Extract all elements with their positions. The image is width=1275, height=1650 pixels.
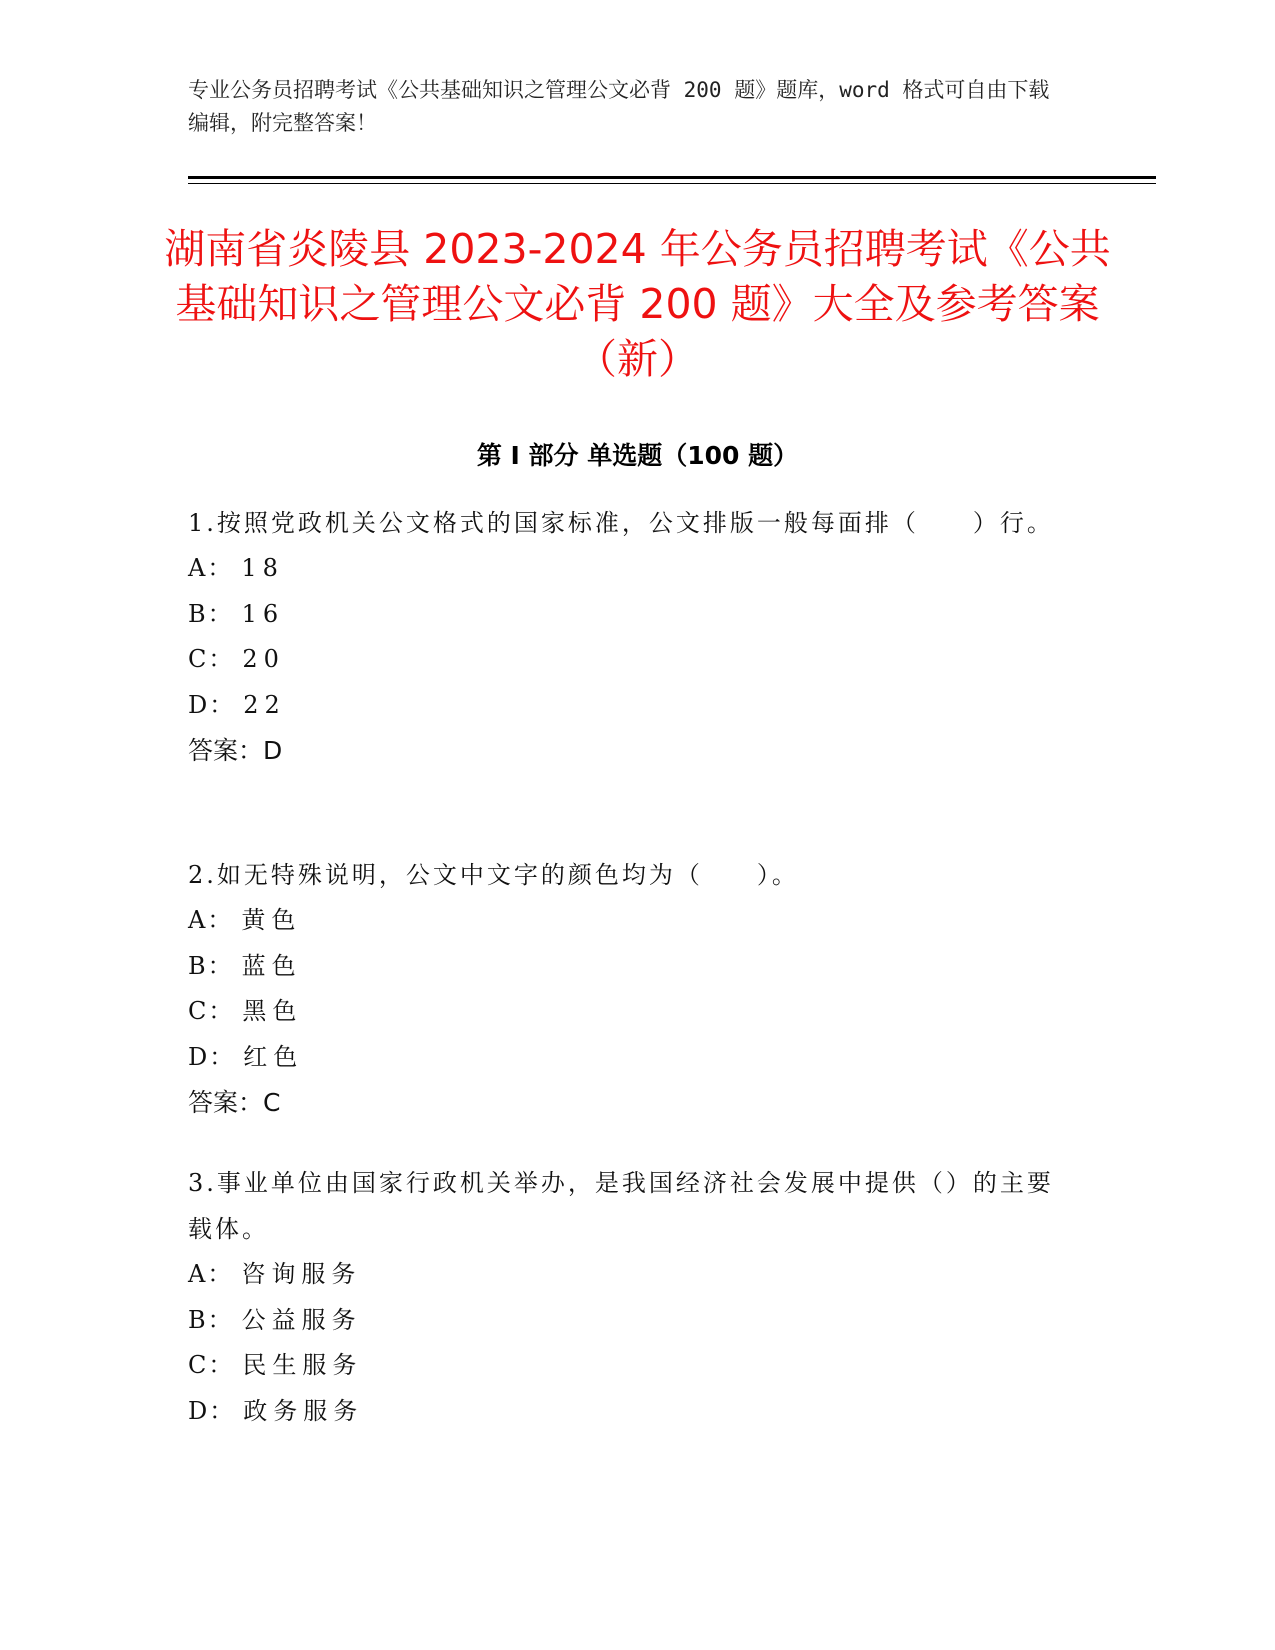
option-text: 公益服务 bbox=[241, 1305, 362, 1334]
option-a bbox=[188, 1252, 1068, 1298]
option-label: C： bbox=[188, 645, 235, 673]
option-label: D： bbox=[188, 1042, 236, 1071]
option-text: 政务服务 bbox=[243, 1396, 364, 1425]
option-text: 蓝色 bbox=[241, 951, 302, 980]
answer: 答案：C bbox=[188, 1088, 281, 1117]
question-2 bbox=[188, 852, 1068, 1126]
question-3 bbox=[188, 1160, 1068, 1434]
option-label: A： bbox=[188, 906, 234, 934]
option-text: 黄色 bbox=[241, 906, 302, 934]
option-label: A： bbox=[188, 1260, 234, 1288]
section-heading: 第 I 部分 单选题（100 题） bbox=[476, 441, 799, 470]
question-1 bbox=[188, 500, 1068, 774]
option-b bbox=[188, 1298, 1068, 1344]
option-label: C： bbox=[188, 997, 235, 1025]
option-label: C： bbox=[188, 1351, 235, 1379]
option-a bbox=[188, 898, 1068, 944]
option-c bbox=[188, 637, 1068, 683]
option-label: B： bbox=[188, 1305, 234, 1334]
header-note: 专业公务员招聘考试《公共基础知识之管理公文必背 200 题》题库，word 格式可自由下载编辑，附完整答案！ bbox=[188, 78, 1050, 135]
option-text: 16 bbox=[241, 599, 285, 628]
option-text: 22 bbox=[243, 690, 286, 719]
option-d bbox=[188, 683, 1068, 729]
header-rule-thick bbox=[188, 176, 1156, 179]
option-text: 红色 bbox=[243, 1042, 304, 1071]
option-b bbox=[188, 592, 1068, 638]
option-b bbox=[188, 944, 1068, 990]
question-stem: 1.按照党政机关公文格式的国家标准，公文排版一般每面排（ ）行。 bbox=[188, 509, 1054, 537]
option-label: B： bbox=[188, 599, 234, 628]
option-text: 黑色 bbox=[242, 997, 303, 1025]
answer: 答案：D bbox=[188, 736, 283, 765]
option-text: 20 bbox=[242, 645, 285, 673]
option-c bbox=[188, 989, 1068, 1035]
option-label: B： bbox=[188, 951, 234, 980]
option-label: D： bbox=[188, 690, 236, 719]
document-title: 湖南省炎陵县 2023-2024 年公务员招聘考试《公共基础知识之管理公文必背 200 题》大全及参考答案（新） bbox=[164, 225, 1111, 383]
option-d bbox=[188, 1035, 1068, 1081]
option-label: A： bbox=[188, 554, 234, 582]
option-d bbox=[188, 1389, 1068, 1435]
option-text: 18 bbox=[241, 554, 284, 582]
option-text: 民生服务 bbox=[242, 1351, 363, 1379]
option-text: 咨询服务 bbox=[241, 1260, 362, 1288]
option-a bbox=[188, 546, 1068, 592]
option-c bbox=[188, 1343, 1068, 1389]
header-rule-thin bbox=[188, 183, 1156, 184]
option-label: D： bbox=[188, 1396, 236, 1425]
question-stem: 3.事业单位由国家行政机关举办，是我国经济社会发展中提供（）的主要载体。 bbox=[188, 1169, 1054, 1243]
question-stem: 2.如无特殊说明，公文中文字的颜色均为（ ）。 bbox=[188, 861, 799, 889]
